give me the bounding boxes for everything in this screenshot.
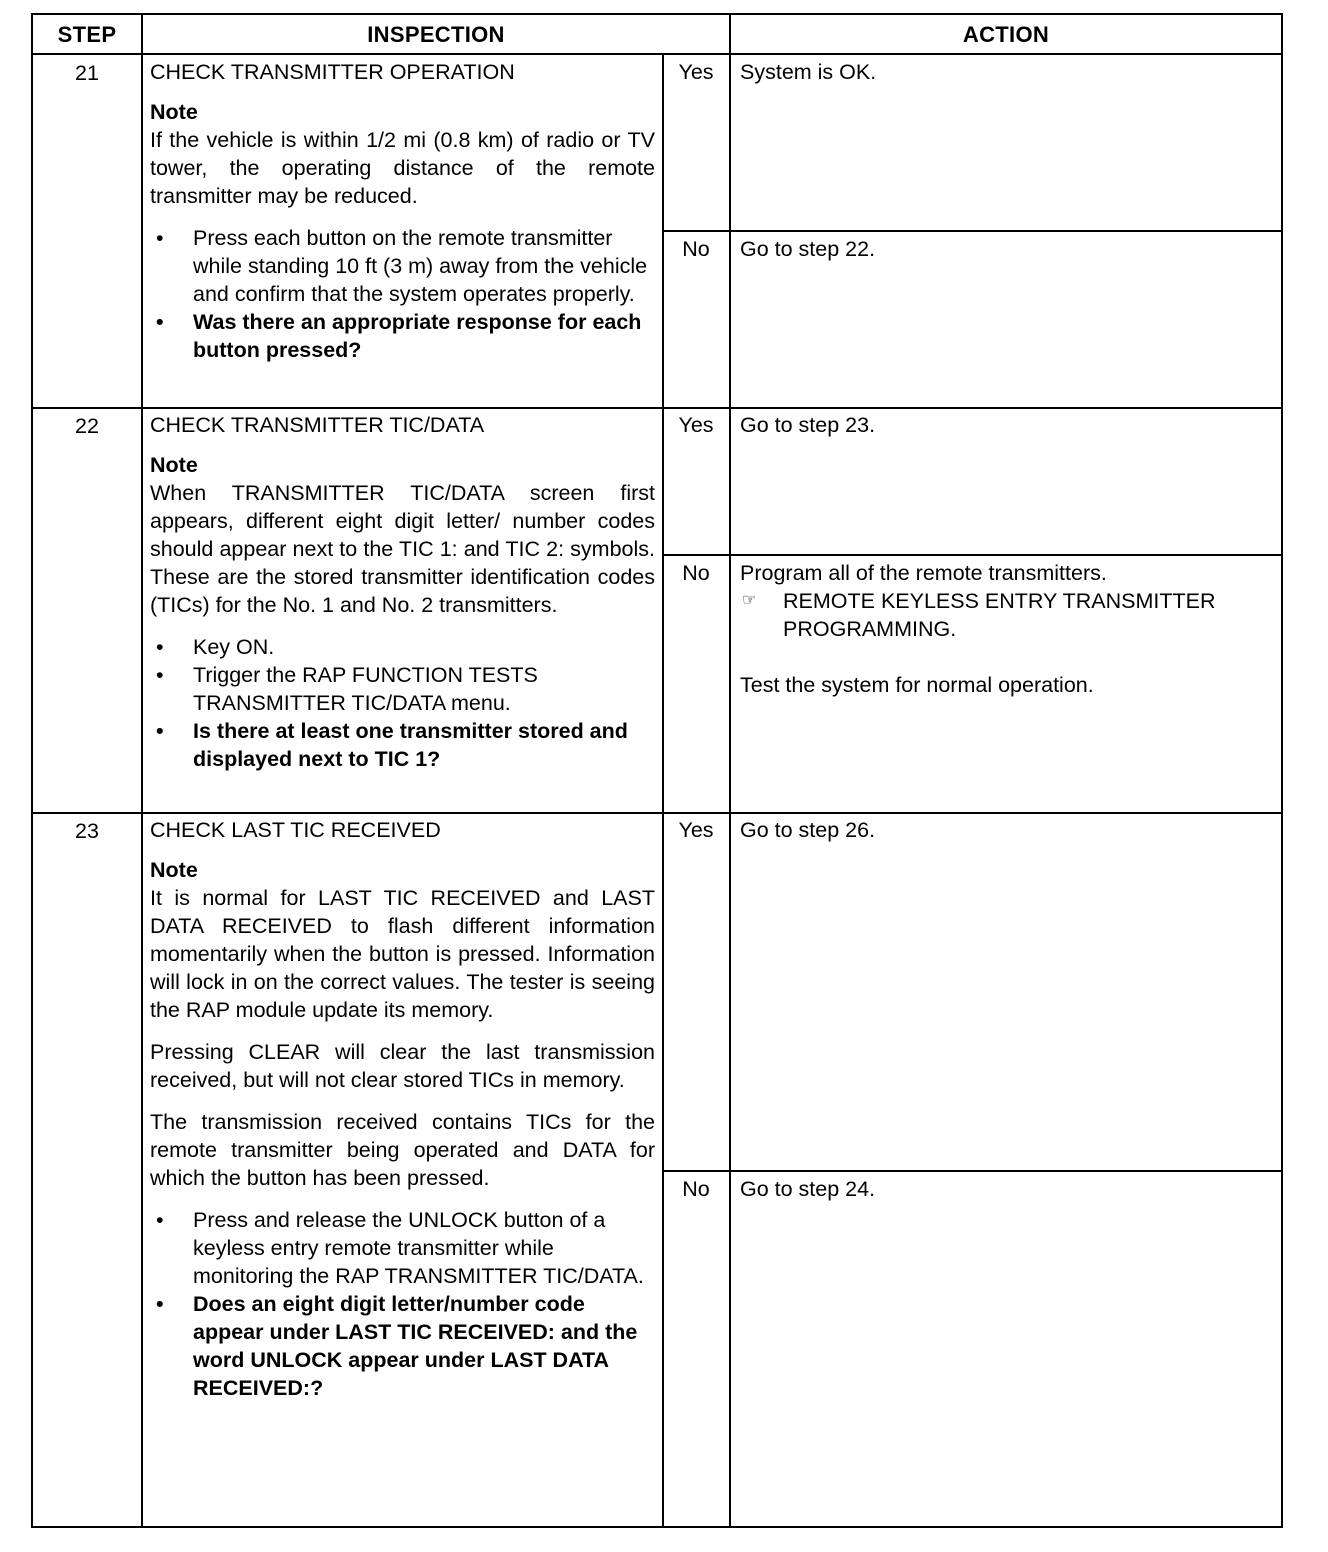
list-item: • Is there at least one transmitter stored and displayed next to TIC 1? bbox=[156, 719, 628, 771]
no-action-text: Program all of the remote transmitters. bbox=[740, 561, 1107, 585]
row-divider-21-22 bbox=[33, 407, 1281, 409]
list-item: • Press each button on the remote transmitter while standing 10 ft (3 m) away from the vehicle and confirm that the system operates properly. bbox=[156, 226, 648, 306]
no-action bbox=[740, 559, 1270, 699]
yes-no-divider-21 bbox=[662, 230, 1281, 232]
list-item: • Key ON. bbox=[156, 635, 275, 659]
header-step: STEP bbox=[57, 22, 117, 47]
note-block bbox=[150, 451, 655, 619]
yes-no-divider-23 bbox=[662, 1170, 1281, 1172]
row-divider-22-23 bbox=[33, 812, 1281, 814]
yesno-column-divider bbox=[662, 53, 664, 1526]
step-title: CHECK TRANSMITTER TIC/DATA bbox=[150, 413, 485, 437]
header-action: ACTION bbox=[962, 22, 1050, 47]
yes-label: Yes bbox=[678, 60, 714, 84]
step-number: 23 bbox=[75, 819, 99, 843]
no-label: No bbox=[682, 1177, 710, 1201]
bullet-list bbox=[150, 1206, 655, 1402]
inspection-table bbox=[31, 13, 1283, 1528]
step-22-inspection bbox=[150, 411, 655, 773]
step-number: 22 bbox=[75, 414, 99, 438]
note-text: When TRANSMITTER TIC/DATA screen first appears, different eight digit letter/ number codes should appear next to the TIC 1: and TIC 2: symbols. These are the stored transmitter identification codes (TICs) for the No. 1 and No. 2 transmitters. bbox=[150, 481, 655, 617]
yes-action: System is OK. bbox=[740, 60, 877, 84]
note-text: If the vehicle is within 1/2 mi (0.8 km) of radio or TV tower, the operating distance of the remote transmitter may be reduced. bbox=[150, 128, 655, 208]
note-block bbox=[150, 856, 655, 1024]
step-column-divider bbox=[141, 15, 143, 1526]
list-item: • Trigger the RAP FUNCTION TESTS TRANSMITTER TIC/DATA menu. bbox=[156, 663, 538, 715]
yes-label: Yes bbox=[678, 413, 714, 437]
step-title: CHECK LAST TIC RECEIVED bbox=[150, 818, 441, 842]
no-action-text: Test the system for normal operation. bbox=[740, 673, 1094, 697]
pointing-hand-icon: ☞ bbox=[742, 592, 757, 609]
note-label: Note bbox=[150, 453, 198, 477]
step-21-inspection bbox=[150, 58, 655, 364]
action-column-divider bbox=[729, 15, 731, 1526]
bullet-list bbox=[150, 224, 655, 364]
note-label: Note bbox=[150, 858, 198, 882]
no-label: No bbox=[682, 561, 710, 585]
note-label: Note bbox=[150, 100, 198, 124]
list-item: • Press and release the UNLOCK button of a keyless entry remote transmitter while monitoring the RAP TRANSMITTER TIC/DATA. bbox=[156, 1208, 644, 1288]
yes-no-divider-22 bbox=[662, 554, 1281, 556]
step-23-inspection bbox=[150, 816, 655, 1402]
yes-action: Go to step 26. bbox=[740, 818, 876, 842]
note-block bbox=[150, 98, 655, 210]
note-text: It is normal for LAST TIC RECEIVED and LAST DATA RECEIVED to flash different information momentarily when the button is pressed. Information will lock in on the correct values. The tester is seeing the RAP module update its memory. bbox=[150, 886, 655, 1022]
note-paragraph: Pressing CLEAR will clear the last transmission received, but will not clear stored TICs in memory. bbox=[150, 1040, 655, 1092]
yes-action: Go to step 23. bbox=[740, 413, 876, 437]
note-paragraph: The transmission received contains TICs for the remote transmitter being operated and DATA for which the button has been pressed. bbox=[150, 1110, 655, 1190]
reference-link bbox=[740, 587, 1270, 643]
step-title: CHECK TRANSMITTER OPERATION bbox=[150, 60, 515, 84]
header-inspection: INSPECTION bbox=[367, 22, 505, 47]
bullet-list bbox=[150, 633, 655, 773]
step-number: 21 bbox=[75, 61, 99, 85]
yes-label: Yes bbox=[678, 818, 714, 842]
no-action: Go to step 24. bbox=[740, 1177, 876, 1201]
no-label: No bbox=[682, 237, 710, 261]
list-item: • Was there an appropriate response for each button pressed? bbox=[156, 310, 642, 362]
reference-text: REMOTE KEYLESS ENTRY TRANSMITTER PROGRAMMING. bbox=[783, 589, 1216, 641]
no-action: Go to step 22. bbox=[740, 237, 876, 261]
list-item: • Does an eight digit letter/number code appear under LAST TIC RECEIVED: and the word UNLOCK appear under LAST DATA RECEIVED:? bbox=[156, 1292, 638, 1400]
